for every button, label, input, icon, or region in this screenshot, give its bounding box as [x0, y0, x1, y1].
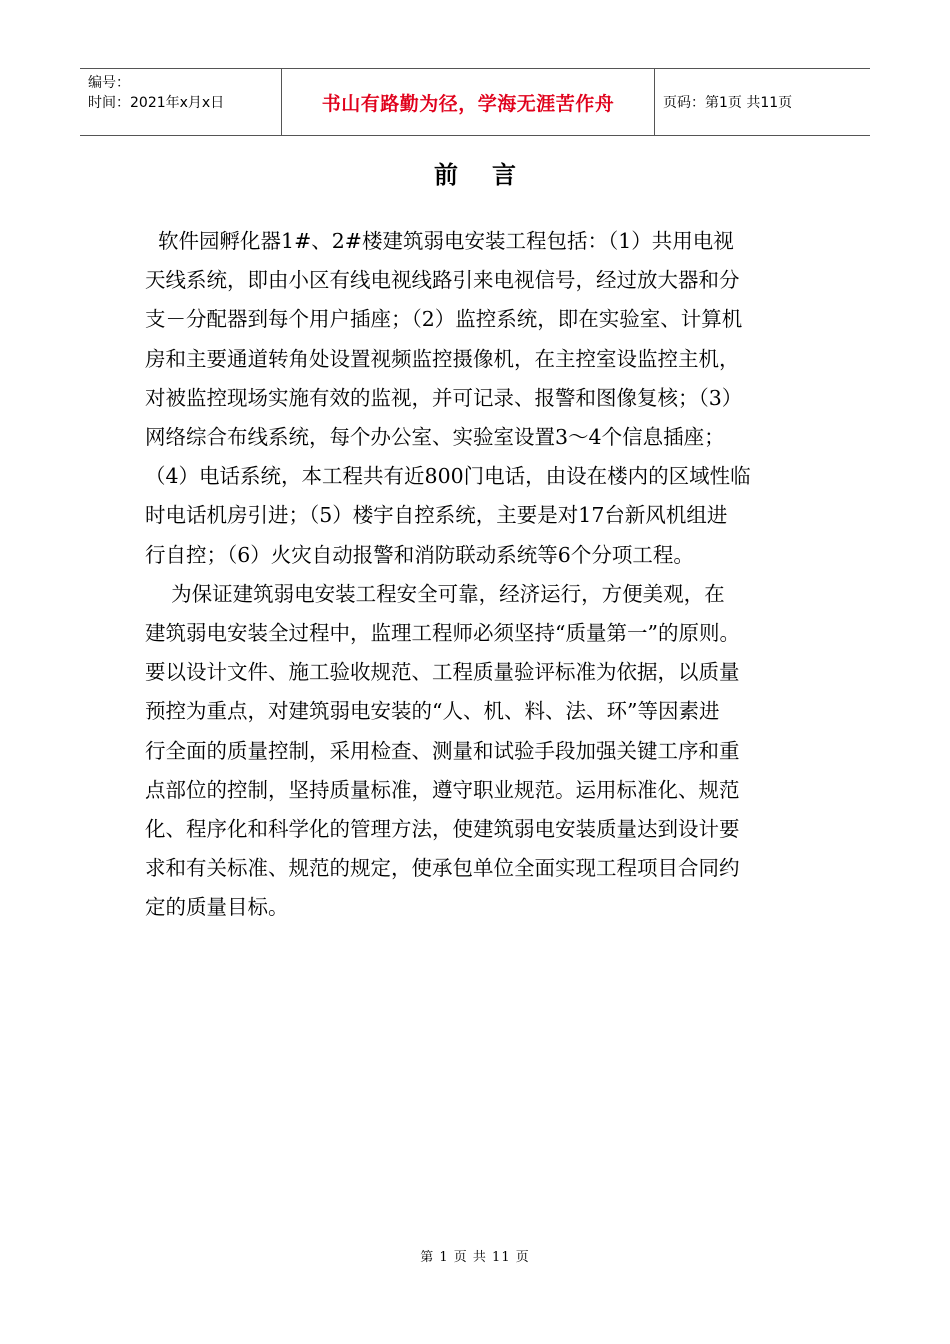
text-line: 建筑弱电安装全过程中，监理工程师必须坚持“质量第一”的原则。: [145, 621, 740, 646]
paragraph-2: [145, 575, 813, 928]
document-body: [145, 222, 813, 928]
text-line: 天线系统，即由小区有线电视线路引来电视信号，经过放大器和分: [145, 268, 740, 293]
text-line: 时电话机房引进；（5）楼宇自控系统，主要是对17台新风机组进: [145, 503, 728, 528]
text-line: 软件园孵化器1#、2#楼建筑弱电安装工程包括：（1）共用电视: [145, 229, 734, 253]
text-line: 网络综合布线系统，每个办公室、实验室设置3～4个信息插座；: [145, 425, 725, 450]
date-label: 时间：2021年x月x日: [88, 95, 225, 111]
page-footer: 第 1 页 共 11 页: [420, 1250, 530, 1265]
paragraph-1: [145, 222, 813, 575]
serial-number-label: 编号：: [88, 75, 130, 91]
text-line: 行自控；（6）火灾自动报警和消防联动系统等6个分项工程。: [145, 542, 694, 567]
document-header: [80, 68, 870, 136]
text-line: 房和主要通道转角处设置视频监控摄像机，在主控室设监控主机，: [145, 346, 740, 371]
text-line: 化、程序化和科学化的管理方法，使建筑弱电安装质量达到设计要: [145, 817, 740, 842]
header-page-info: 页码：第1页 共11页: [663, 95, 793, 111]
text-line: 要以设计文件、施工验收规范、工程质量验评标准为依据，以质量: [145, 660, 740, 685]
text-line: 定的质量目标。: [145, 895, 289, 920]
text-line: 支－分配器到每个用户插座；（2）监控系统，即在实验室、计算机: [145, 307, 743, 332]
text-line: （4）电话系统，本工程共有近800门电话，由设在楼内的区域性临: [145, 464, 751, 489]
text-line: 为保证建筑弱电安装工程安全可靠，经济运行，方便美观，在: [145, 581, 725, 606]
header-motto-cell: [281, 69, 655, 135]
text-line: 点部位的控制，坚持质量标准，遵守职业规范。运用标准化、规范: [145, 777, 740, 802]
page-title: 前言: [434, 161, 550, 189]
header-page-cell: [655, 69, 870, 135]
text-line: 行全面的质量控制，采用检查、测量和试验手段加强关键工序和重: [145, 738, 740, 763]
header-motto: 书山有路勤为径，学海无涯苦作舟: [321, 92, 615, 115]
text-line: 求和有关标准、规范的规定，使承包单位全面实现工程项目合同约: [145, 856, 740, 881]
text-line: 预控为重点，对建筑弱电安装的“人、机、料、法、环”等因素进: [145, 699, 720, 724]
header-meta: [80, 69, 281, 135]
text-line: 对被监控现场实施有效的监视，并可记录、报警和图像复核；（3）: [145, 385, 743, 410]
